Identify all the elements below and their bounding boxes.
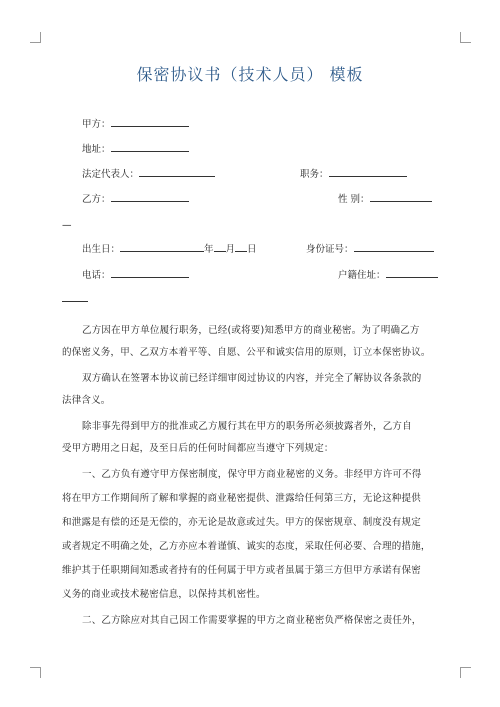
phone-row: [82, 267, 189, 281]
paragraph-line: 除非事先得到甲方的批准或乙方履行其在甲方的职务所必须披露者外，乙方自: [82, 421, 412, 432]
gender-blank[interactable]: [370, 191, 432, 202]
id-no-row: [306, 241, 434, 255]
domicile-blank[interactable]: [386, 267, 438, 278]
phone-label: 电话：: [82, 270, 111, 281]
party-a-blank[interactable]: [111, 116, 189, 127]
gender-row: [338, 191, 432, 205]
party-a-row: [82, 116, 189, 130]
paragraph-line: 或者规定不明确之处，乙方亦应本着谨慎、诚实的态度，采取任何必要、合理的措施，: [62, 541, 431, 552]
paragraph-line: 双方确认在签署本协议前已经详细审阅过协议的内容，并完全了解协议各条款的: [82, 373, 422, 384]
position-blank[interactable]: [329, 166, 407, 177]
legal-rep-label: 法定代表人：: [82, 169, 140, 180]
paragraph-line: 一、乙方负有遵守甲方保密制度，保守甲方商业秘密的义务。非经甲方许可不得: [82, 469, 422, 480]
paragraph-line: 将在甲方工作期间所了解和掌握的商业秘密提供、泄露给任何第三方，无论这种提供: [62, 493, 421, 504]
crop-mark-bottom-right: [460, 667, 471, 678]
domicile-label: 户籍住址：: [338, 270, 386, 281]
legal-rep-blank[interactable]: [139, 166, 215, 177]
day-label: 日: [247, 244, 257, 255]
paragraph-line: 维护其于任职期间知悉或者持有的任何属于甲方或者虽属于第三方但甲方承诺有保密: [62, 565, 421, 576]
year-label: 年: [204, 244, 214, 255]
domicile-blank-continued[interactable]: [62, 291, 88, 302]
position-label: 职务：: [300, 169, 329, 180]
id-no-label: 身份证号：: [306, 244, 354, 255]
party-b-row: [82, 191, 189, 205]
party-b-label: 乙方：: [82, 194, 111, 205]
paragraph-line: 乙方因在甲方单位履行职务，已经(或将要)知悉甲方的商业秘密。为了明确乙方: [82, 325, 420, 336]
address-blank[interactable]: [111, 141, 189, 152]
paragraph-line: 二、乙方除应对其自己因工作需要掌握的甲方之商业秘密负严格保密之责任外，: [82, 615, 422, 626]
month-label: 月: [225, 244, 236, 255]
birth-year-blank[interactable]: [120, 241, 204, 252]
phone-blank[interactable]: [111, 267, 189, 278]
document-title: 保密协议书（技术人员） 模板: [136, 65, 364, 84]
party-a-label: 甲方：: [82, 119, 111, 130]
paragraph-line: 义务的商业或技术秘密信息，以保持其机密性。: [62, 589, 266, 600]
domicile-continuation: [62, 291, 88, 305]
birth-month-blank[interactable]: [214, 241, 226, 252]
dash-mark: —: [62, 220, 72, 231]
domicile-row: [338, 267, 438, 281]
paragraph-line: 法律含义。: [62, 395, 111, 406]
crop-mark-top-right: [460, 32, 471, 43]
id-no-blank[interactable]: [354, 241, 434, 252]
birth-day-blank[interactable]: [235, 241, 247, 252]
birth-date-label: 出生日：: [82, 244, 121, 255]
paragraph-line: 和泄露是有偿的还是无偿的，亦无论是故意或过失。甲方的保密规章、制度没有规定: [62, 517, 421, 528]
position-row: [300, 166, 407, 180]
paragraph-line: 的保密义务，甲、乙双方本着平等、自愿、公平和诚实信用的原则，订立本保密协议。: [62, 347, 431, 358]
paragraph-line: 受甲方聘用之日起，及至日后的任何时间都应当遵守下列规定：: [62, 443, 334, 454]
party-b-blank[interactable]: [111, 191, 189, 202]
birth-date-row: [82, 241, 257, 255]
gender-label: 性 别：: [338, 194, 370, 205]
crop-mark-top-left: [30, 32, 41, 43]
legal-rep-row: [82, 166, 215, 180]
crop-mark-bottom-left: [30, 667, 41, 678]
address-label: 地址：: [82, 144, 111, 155]
address-row: [82, 141, 189, 155]
